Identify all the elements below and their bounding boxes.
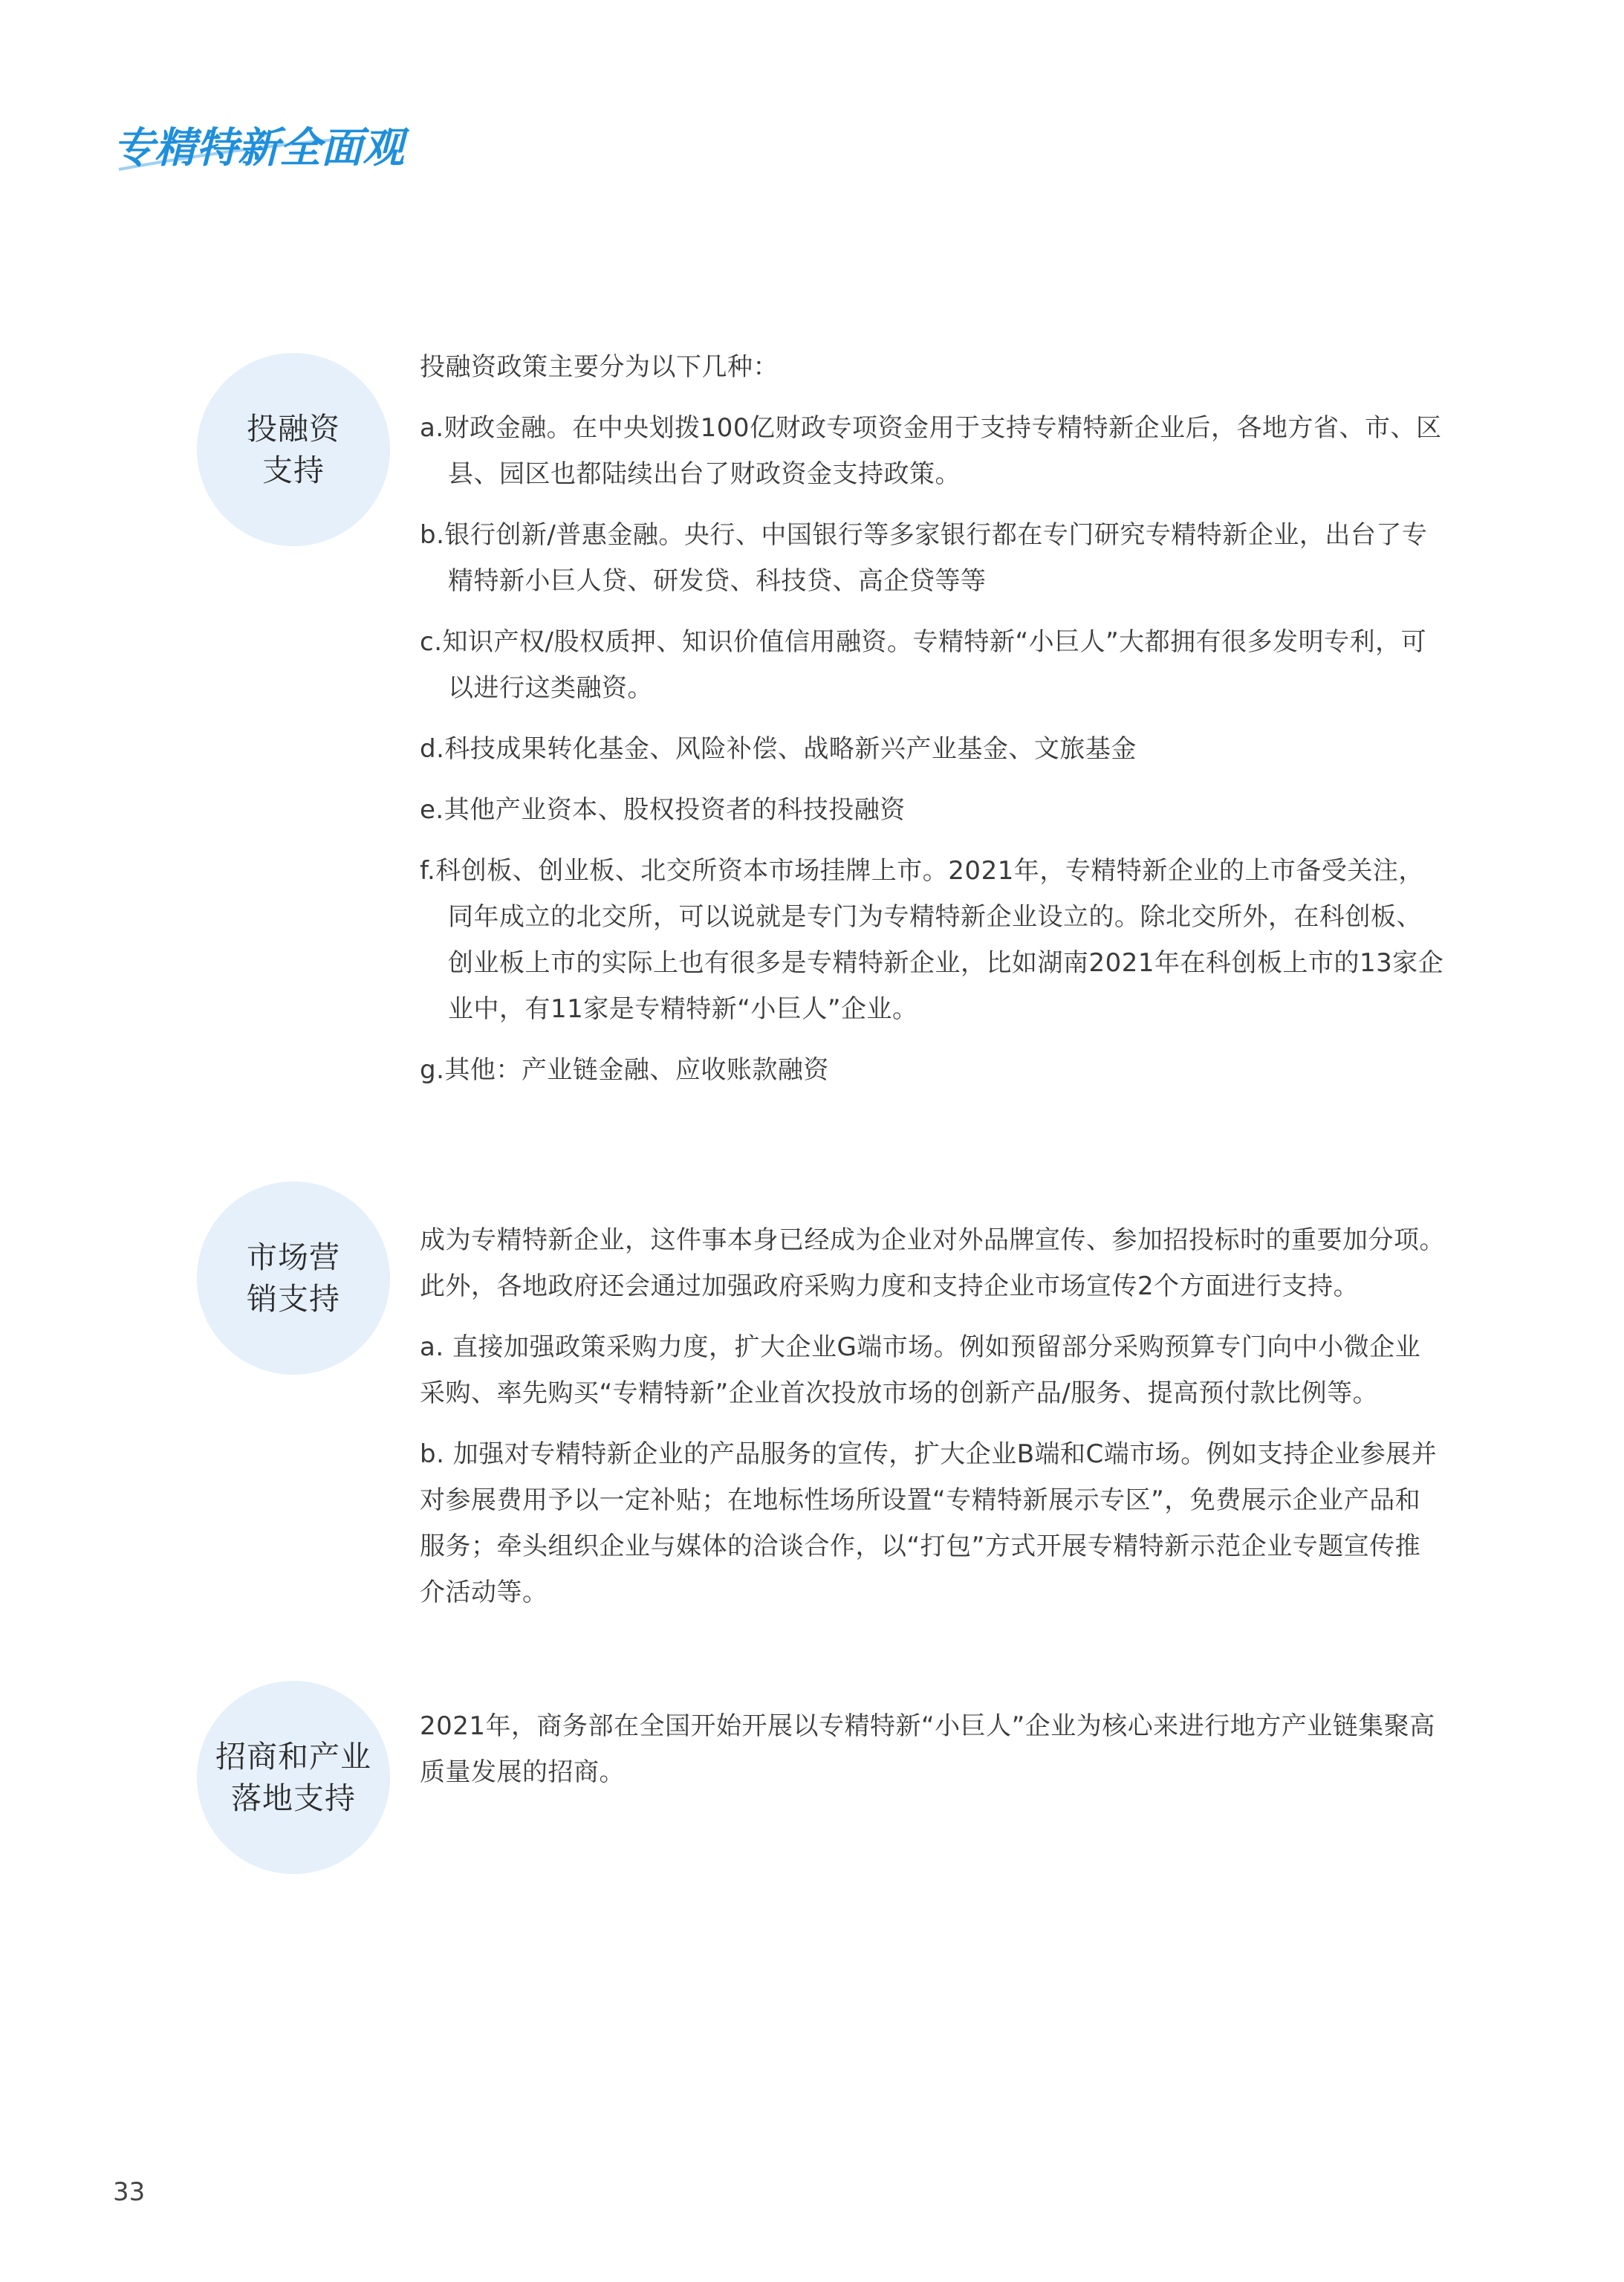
section-content <box>420 344 1445 1108</box>
list-item: d.科技成果转化基金、风险补偿、战略新兴产业基金、文旅基金 <box>420 734 1137 764</box>
section-label: 招商和产业 落地支持 <box>215 1739 371 1816</box>
section-content <box>420 1217 1445 1630</box>
section-intro: 投融资政策主要分为以下几种： <box>420 352 779 382</box>
page-number: 33 <box>113 2177 146 2207</box>
section-intro: 成为专精特新企业，这件事本身已经成为企业对外品牌宣传、参加招投标时的重要加分项。此外，各地政府还会通过加强政府采购力度和支持企业市场宣传2个方面进行支持。 <box>420 1225 1445 1301</box>
list-item: b. 加强对专精特新企业的产品服务的宣传，扩大企业B端和C端市场。例如支持企业参展并对参展费用予以一定补贴；在地标性场所设置“专精特新展示专区”，免费展示企业产品和服务；牵头组织企业与媒体的洽谈合作，以“打包”方式开展专精特新示范企业专题宣传推介活动等。 <box>420 1439 1438 1607</box>
list-item: b.银行创新/普惠金融。央行、中国银行等多家银行都在专门研究专精特新企业，出台了专精特新小巨人贷、研发贷、科技贷、高企贷等等 <box>420 520 1428 596</box>
logo-graphic <box>111 97 404 193</box>
list-item: c.知识产权/股权质押、知识价值信用融资。专精特新“小巨人”大都拥有很多发明专利，可以进行这类融资。 <box>420 627 1427 703</box>
section-label: 投融资 支持 <box>247 411 340 488</box>
list-item: e.其他产业资本、股权投资者的科技投融资 <box>420 795 906 825</box>
section-label: 市场营 销支持 <box>247 1239 340 1317</box>
list-item: f.科创板、创业板、北交所资本市场挂牌上市。2021年，专精特新企业的上市备受关注，同年成立的北交所，可以说就是专门为专精特新企业设立的。除北交所外，在科创板、创业板上市的实际上也有很多是专精特新企业，比如湖南2021年在科创板上市的13家企业中，有11家是专精特新“小巨人”企业。 <box>420 856 1444 1024</box>
list-item: g.其他：产业链金融、应收账款融资 <box>420 1055 829 1085</box>
list-item: a. 直接加强政策采购力度，扩大企业G端市场。例如预留部分采购预算专门向中小微企业采购、率先购买“专精特新”企业首次投放市场的创新产品/服务、提高预付款比例等。 <box>420 1332 1421 1408</box>
logo <box>111 97 404 193</box>
section-circle <box>197 1181 390 1375</box>
section-content <box>420 1703 1445 1810</box>
section-circle <box>197 353 390 546</box>
logo-main-text: 专精特新全面观 <box>113 124 404 172</box>
section-intro: 2021年，商务部在全国开始开展以专精特新“小巨人”企业为核心来进行地方产业链集聚高质量发展的招商。 <box>420 1711 1435 1787</box>
section-circle <box>197 1681 390 1874</box>
list-item: a.财政金融。在中央划拨100亿财政专项资金用于支持专精特新企业后，各地方省、市、区县、园区也都陆续出台了财政资金支持政策。 <box>420 413 1442 489</box>
